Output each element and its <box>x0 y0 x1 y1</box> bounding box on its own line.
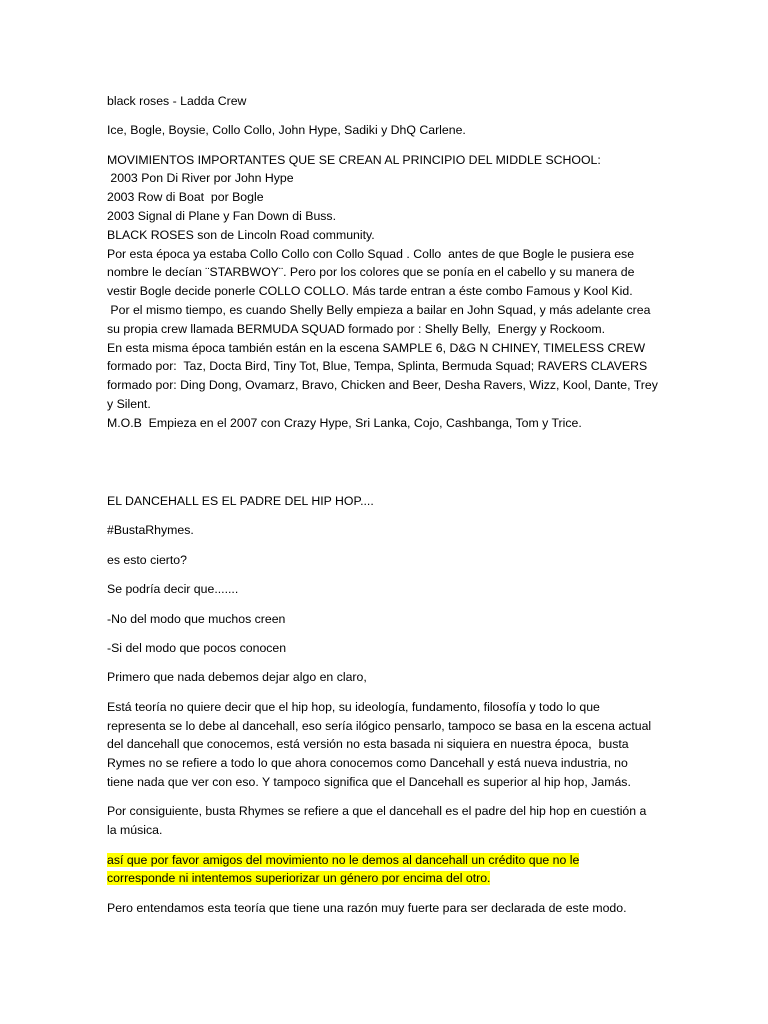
text-line: formado por: Taz, Docta Bird, Tiny Tot, Blue, Tempa, Splinta, Bermuda Squad; RAVERS CLAVERS <box>107 359 648 374</box>
text-line: -Si del modo que pocos conocen <box>107 641 287 655</box>
highlighted-paragraph <box>107 851 667 889</box>
highlight-line-wrap <box>107 851 667 870</box>
text-line: BLACK ROSES son de Lincoln Road community. <box>107 227 375 242</box>
closing-line <box>107 899 667 918</box>
text-line: Por esta época ya estaba Collo Collo con Collo Squad . Collo antes de que Bogle le pusiera ese <box>107 246 635 261</box>
highlight-line-wrap <box>107 869 667 888</box>
text-line: M.O.B Empieza en el 2007 con Crazy Hype, Sri Lanka, Cojo, Cashbanga, Tom y Trice. <box>107 415 582 430</box>
document-page <box>107 92 667 928</box>
yes-way-line <box>107 639 667 658</box>
first-line <box>107 668 667 687</box>
text-line: vestir Bogle decide ponerle COLLO COLLO. Más tarde entran a éste combo Famous y Kool Kid. <box>107 284 633 299</box>
text-line: Primero que nada debemos dejar algo en claro, <box>107 670 367 685</box>
text-line: -No del modo que muchos creen <box>107 611 286 626</box>
text-line: 2003 Pon Di River por John Hype <box>107 171 294 186</box>
text-line: Rymes no se refiere a todo lo que ahora conocemos como Dancehall y está nueva industria, no <box>107 756 628 771</box>
text-line: MOVIMIENTOS IMPORTANTES QUE SE CREAN AL PRINCIPIO DEL MIDDLE SCHOOL: <box>107 152 601 167</box>
text-line: Ice, Bogle, Boysie, Collo Collo, John Hype, Sadiki y DhQ Carlene. <box>107 123 466 138</box>
crew-members-line <box>107 121 667 140</box>
text-line: Por consiguiente, busta Rhymes se refiere a que el dancehall es el padre del hip hop en cuestión a <box>107 804 647 819</box>
text-line: Está teoría no quiere decir que el hip hop, su ideología, fundamento, filosofía y todo lo que <box>107 699 600 714</box>
consequently-paragraph <box>107 802 667 840</box>
document-title-line <box>107 92 667 111</box>
text-line: representa se lo debe al dancehall, eso sería ilógico pensarlo, tampoco se basa en la escena actual <box>107 718 652 733</box>
text-line: Se podría decir que....... <box>107 582 239 597</box>
text-line: nombre le decían ¨STARBWOY¨. Pero por los colores que se ponía en el cabello y su manera de <box>107 265 635 280</box>
text-line: formado por: Ding Dong, Ovamarz, Bravo, Chicken and Beer, Desha Ravers, Wizz, Kool, Dante, Trey <box>107 378 658 393</box>
theory-paragraph <box>107 698 667 792</box>
text-line: del dancehall que conocemos, está versión no esta basada ni siquiera en nuestra época, busta <box>107 737 629 752</box>
text-line: es esto cierto? <box>107 552 187 567</box>
text-line: 2003 Row di Boat por Bogle <box>107 190 264 205</box>
highlighted-text: así que por favor amigos del movimiento no le demos al dancehall un crédito que no le <box>107 852 580 867</box>
could-say-line <box>107 580 667 599</box>
question-line <box>107 551 667 570</box>
movements-paragraph <box>107 151 667 433</box>
text-line: En esta misma época también están en la escena SAMPLE 6, D&G N CHINEY, TIMELESS CREW <box>107 340 646 355</box>
text-line: Pero entendamos esta teoría que tiene una razón muy fuerte para ser declarada de este modo. <box>107 900 627 915</box>
hashtag-line <box>107 521 667 540</box>
not-way-line <box>107 610 667 629</box>
dancehall-section <box>107 492 667 917</box>
text-line: y Silent. <box>107 396 151 411</box>
text-line: 2003 Signal di Plane y Fan Down di Buss. <box>107 208 336 223</box>
text-line: la música. <box>107 823 163 838</box>
text-line: su propia crew llamada BERMUDA SQUAD formado por : Shelly Belly, Energy y Rockoom. <box>107 321 605 336</box>
text-line: #BustaRhymes. <box>107 523 194 538</box>
section-heading <box>107 492 667 511</box>
text-line: tiene nada que ver con eso. Y tampoco significa que el Dancehall es superior al hip hop, Jamás. <box>107 774 631 789</box>
section-spacer <box>107 443 667 492</box>
text-line: black roses - Ladda Crew <box>107 94 247 108</box>
text-line: EL DANCEHALL ES EL PADRE DEL HIP HOP.... <box>107 494 374 509</box>
text-line: Por el mismo tiempo, es cuando Shelly Belly empieza a bailar en John Squad, y más adelante crea <box>107 302 651 317</box>
highlighted-text: corresponde ni intentemos superiorizar un género por encima del otro. <box>107 871 491 886</box>
